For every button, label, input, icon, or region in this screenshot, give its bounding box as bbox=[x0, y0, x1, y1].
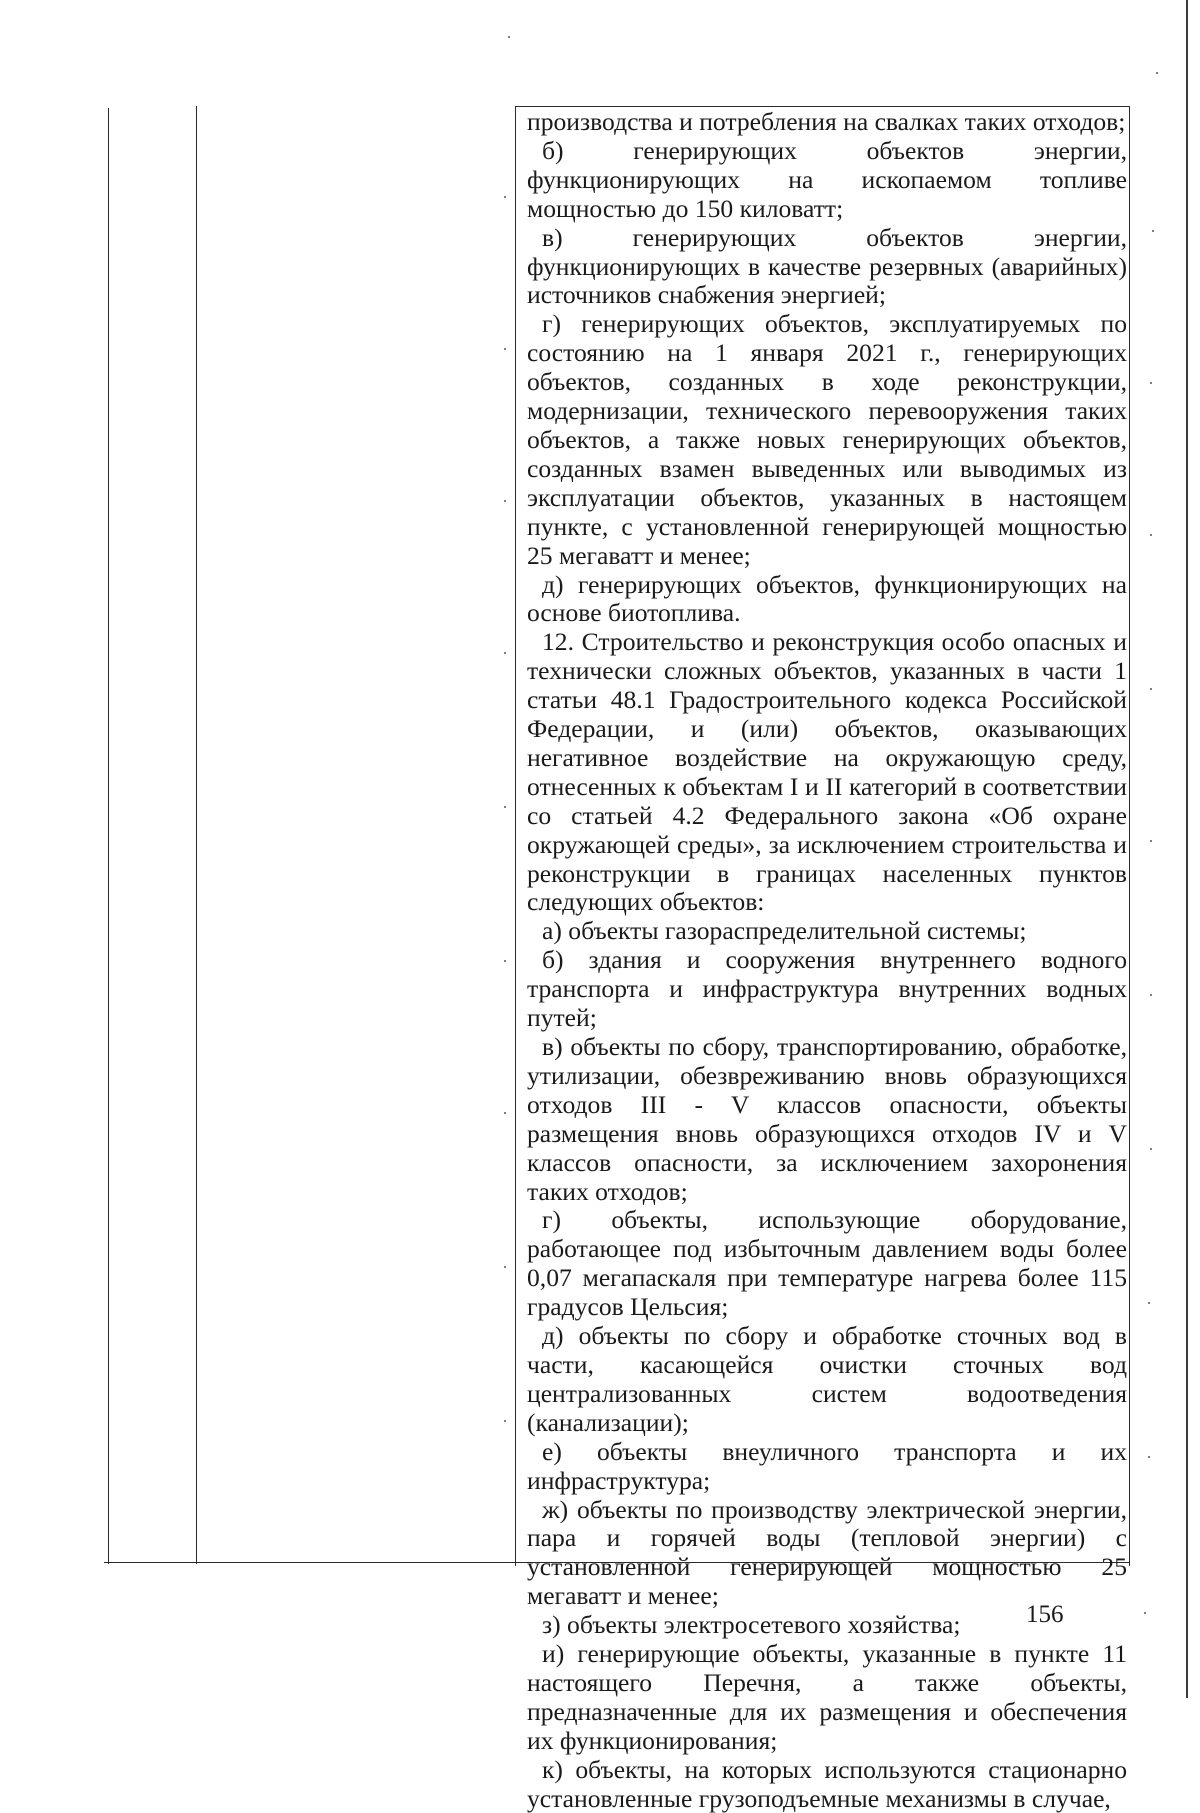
scan-speck bbox=[508, 36, 510, 38]
paragraph: д) генерирующих объектов, функционирующих на основе биотоплива. bbox=[527, 569, 1127, 628]
paragraph: е) объекты внеуличного транспорта и их инфраструктура; bbox=[527, 1436, 1127, 1495]
scan-edge-line bbox=[1186, 0, 1188, 1698]
scan-speck bbox=[504, 196, 506, 198]
paragraph: г) генерирующих объектов, эксплуатируемых по состоянию на 1 января 2021 г., генерирующих объектов, созданных в ходе реконструкции, модернизации, технического перевооружения таких объектов, а также новых генерирующих объектов, созданных взамен выведенных или выводимых из эксплуатации объектов, указанных в настоящем пункте, с установленной генерирующей мощностью 25 мегаватт и менее; bbox=[527, 309, 1127, 570]
scan-speck bbox=[504, 1112, 506, 1114]
scan-speck bbox=[504, 960, 506, 962]
paragraph: в) генерирующих объектов энергии, функционирующих в качестве резервных (аварийных) источников снабжения энергией; bbox=[527, 222, 1127, 310]
paragraph: б) генерирующих объектов энергии, функционирующих на ископаемом топливе мощностью до 150 киловатт; bbox=[527, 135, 1127, 223]
scan-speck bbox=[1156, 72, 1158, 74]
paragraph: производства и потребления на свалках таких отходов; bbox=[527, 107, 1126, 136]
scan-speck bbox=[1152, 230, 1154, 232]
page-number: 156 bbox=[1026, 1601, 1064, 1628]
scan-speck bbox=[1144, 1612, 1146, 1614]
paragraph: и) генерирующие объекты, указанные в пункте 11 настоящего Перечня, а также объекты, предназначенные для их размещения и обеспечения их функционирования; bbox=[527, 1639, 1127, 1755]
table-border-col-2 bbox=[515, 106, 516, 1566]
scan-speck bbox=[1150, 1148, 1152, 1150]
paragraph: ж) объекты по производству электрической энергии, пара и горячей воды (тепловой энергии) с установленной генерирующей мощностью 25 мегаватт и менее; bbox=[527, 1494, 1127, 1611]
paragraph: г) объекты, использующие оборудование, работающее под избыточным давлением воды более 0,07 мегапаскаля при температуре нагрева более 115 градусов Цельсия; bbox=[527, 1205, 1127, 1322]
table-cell-text bbox=[527, 108, 1127, 1813]
scan-speck bbox=[504, 806, 506, 808]
paragraph: д) объекты по сбору и обработке сточных вод в части, касающейся очистки сточных вод централизованных систем водоотведения (канализации); bbox=[527, 1321, 1127, 1437]
paragraph: к) объекты, на которых используются стационарно установленные грузоподъемные механизмы в случае, bbox=[527, 1754, 1127, 1813]
scan-speck bbox=[504, 652, 506, 654]
scan-speck bbox=[504, 1420, 506, 1422]
scan-speck bbox=[1150, 534, 1152, 536]
scan-speck bbox=[504, 1266, 506, 1268]
paragraph: в) объекты по сбору, транспортированию, обработке, утилизации, обезвреживанию вновь образующихся отходов III - V классов опасности, объекты размещения вновь образующихся отходов IV и V классов опасности, за исключением захоронения таких отходов; bbox=[527, 1032, 1127, 1206]
scan-speck bbox=[1150, 840, 1152, 842]
scan-speck bbox=[1150, 688, 1152, 690]
scan-speck bbox=[1150, 382, 1152, 384]
table-border-col-1 bbox=[196, 106, 197, 1564]
table-border-left bbox=[108, 108, 109, 1564]
paragraph: а) объекты газораспределительной системы; bbox=[542, 916, 1027, 946]
paragraph: 12. Строительство и реконструкция особо опасных и технически сложных объектов, указанных в части 1 статьи 48.1 Градостроительного кодекса Российской Федерации, и (или) объектов, оказывающих негативное воздействие на окружающую среду, отнесенных к объектам I и II категорий в соответствии со статьей 4.2 Федерального закона «Об охране окружающей среды», за исключением строительства и реконструкции в границах населенных пунктов следующих объектов: bbox=[527, 627, 1127, 917]
scan-speck bbox=[1148, 1456, 1150, 1458]
scan-speck bbox=[504, 348, 506, 350]
paragraph: б) здания и сооружения внутреннего водного транспорта и инфраструктура внутренних водных путей; bbox=[527, 945, 1127, 1033]
scan-speck bbox=[1148, 1302, 1150, 1304]
scan-speck bbox=[504, 500, 506, 502]
scan-speck bbox=[1150, 994, 1152, 996]
table-border-right bbox=[1129, 106, 1130, 1566]
paragraph: з) объекты электросетевого хозяйства; bbox=[542, 1610, 961, 1640]
